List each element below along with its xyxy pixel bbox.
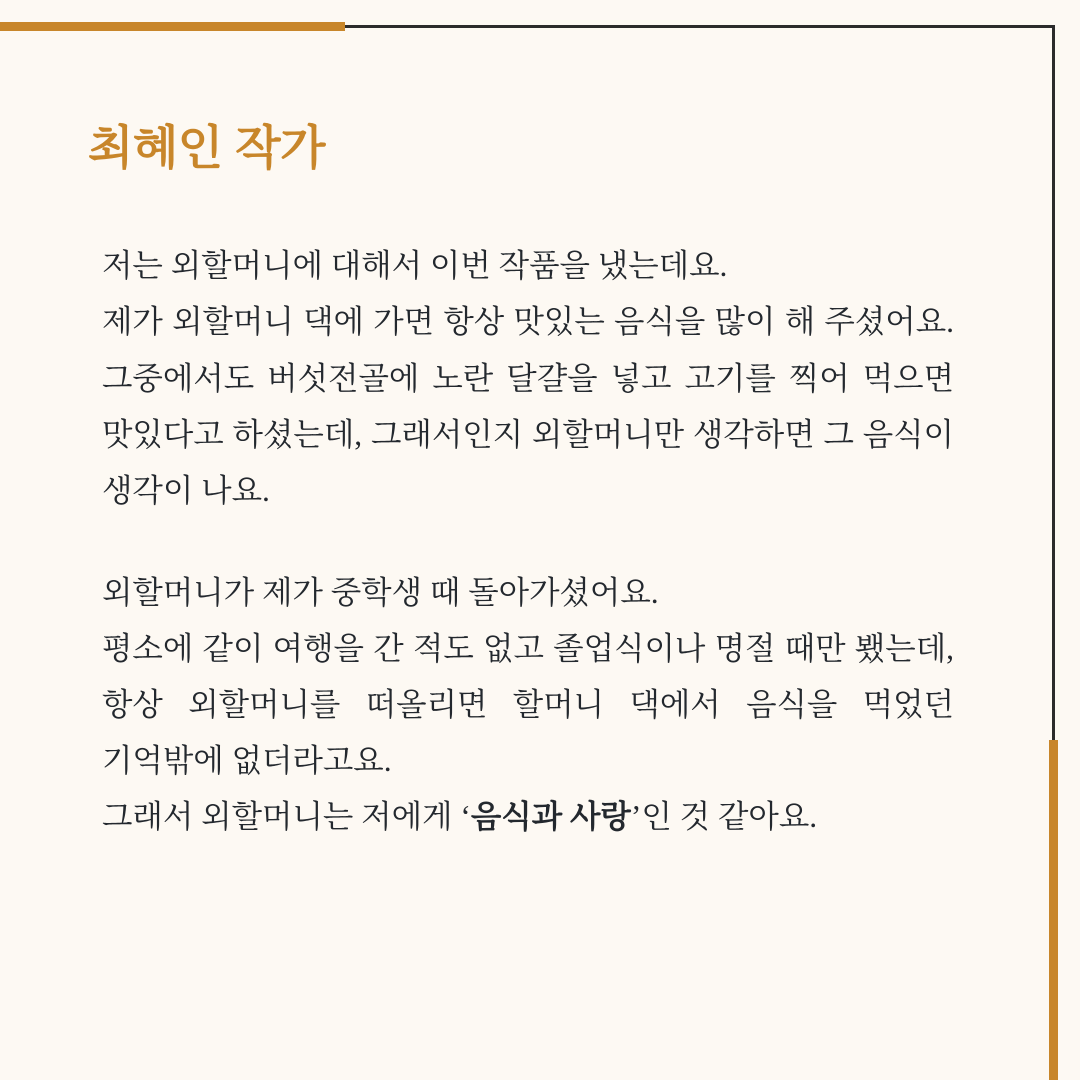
top-dark-rule [345,25,1055,28]
closing-text-post: ’인 것 같아요. [630,798,818,834]
right-accent-rule [1049,740,1058,1080]
quote-body [102,238,954,845]
top-accent-rule [0,22,345,31]
paragraph-1-body: 제가 외할머니 댁에 가면 항상 맛있는 음식을 많이 해 주셨어요. 그중에서도 버섯전골에 노란 달걀을 넣고 고기를 찍어 먹으면 맛있다고 하셨는데, 그래서인지 외할머니만 생각하면 그 음식이 생각이 나요. [102,304,954,508]
page-title: 최혜인 작가 [88,121,326,174]
paragraph-2-closing [102,789,954,845]
paragraph-1-line-1: 저는 외할머니에 대해서 이번 작품을 냈는데요. [102,248,728,284]
paragraph-2-body: 평소에 같이 여행을 간 적도 없고 졸업식이나 명절 때만 뵀는데, 항상 외할머니를 떠올리면 할머니 댁에서 음식을 먹었던 기억밖에 없더라고요. [102,630,954,778]
content-area [88,120,958,845]
right-dark-rule [1052,25,1055,740]
closing-text-emphasis: 음식과 사랑 [470,798,631,834]
paragraph-2-line-1: 외할머니가 제가 중학생 때 돌아가셨어요. [102,574,659,610]
closing-text-pre: 그래서 외할머니는 저에게 ‘ [102,798,471,834]
